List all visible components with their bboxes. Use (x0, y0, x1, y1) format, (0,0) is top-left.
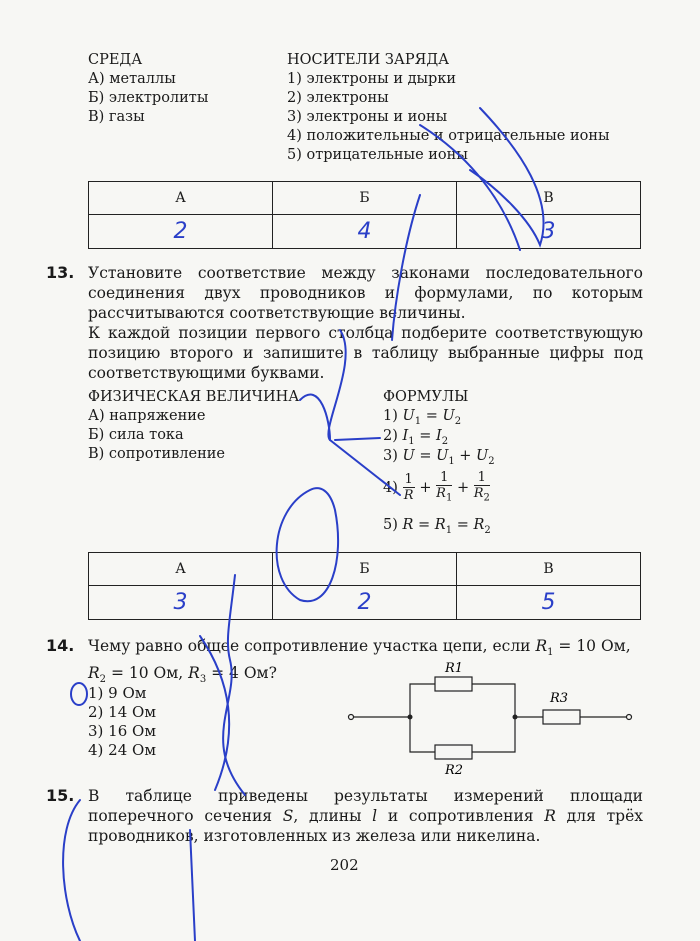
q12-left-header: СРЕДА (88, 52, 143, 68)
q14-text: Чему равно общее сопротивление участка цепи, если $R_1 = 10$ Ом, $R_2 = 10$ Ом, $R_3 = 4$ Ом? (88, 637, 631, 686)
q12-right-header: НОСИТЕЛИ ЗАРЯДА (287, 52, 450, 68)
scribble-stroke (335, 438, 380, 440)
answer-circle-mark (71, 683, 87, 705)
col-header: В (457, 553, 641, 586)
q13-left-item: Б) сила тока (88, 427, 184, 443)
page-number: 202 (330, 856, 359, 874)
answer-option[interactable]: 3) 16 Ом (88, 722, 156, 740)
question-number: 15. (46, 786, 75, 805)
question-number: 13. (46, 263, 75, 282)
col-header: А (89, 182, 273, 215)
col-header: А (89, 553, 273, 586)
q13-instruction: К каждой позиции первого столбца подберите соответствующую позицию второго и запишите в таблицу выбранные цифры под соответствующими буквами. (88, 324, 643, 382)
q12-left-item: А) металлы (88, 71, 176, 87)
formula-3: 3) $U = U_1 + U_2$ (383, 448, 495, 467)
q12-right-item: 5) отрицательные ионы (287, 147, 468, 163)
formula-1: 1) $U_1 = U_2$ (383, 408, 462, 427)
q13-text: Установите соответствие между законами последовательного соединения двух проводников и формулами, по которым рассчитываются соответствующие величины. (88, 264, 643, 322)
q15-text: В таблице приведены результаты измерений площади поперечного сечения S, длины l и сопротивления R для трёх проводников, изготовленных из железа или никелина. (88, 787, 643, 845)
formula-2: 2) $I_1 = I_2$ (383, 428, 449, 447)
formula-4: 4) $\frac{1}{R}$ + $\frac{1}{R_1}$ + $\frac{1}{R_2}$ (383, 470, 490, 504)
col-header: Б (273, 553, 457, 586)
answer-cell[interactable]: 3 (89, 586, 273, 620)
scribble-stroke (190, 830, 195, 941)
q12-right-item: 3) электроны и ионы (287, 109, 448, 125)
q12-left-item: Б) электролиты (88, 90, 209, 106)
r3-label: R3 (550, 691, 569, 706)
q12-left-item: В) газы (88, 109, 145, 125)
answer-cell[interactable]: 2 (273, 586, 457, 620)
q13-answer-table (88, 552, 641, 620)
r1-label: R1 (445, 661, 464, 676)
answer-option[interactable]: 2) 14 Ом (88, 703, 156, 721)
q12-right-item: 2) электроны (287, 90, 389, 106)
q13-right-header: ФОРМУЛЫ (383, 389, 469, 405)
col-header: В (457, 182, 641, 215)
answer-cell[interactable]: 3 (457, 215, 641, 249)
formula-5: 5) $R = R_1 = R_2$ (383, 517, 491, 536)
q13-left-item: В) сопротивление (88, 446, 225, 462)
r2-label: R2 (445, 763, 464, 775)
q12-right-item: 1) электроны и дырки (287, 71, 457, 87)
scribble-stroke (63, 800, 80, 941)
answer-cell[interactable]: 4 (273, 215, 457, 249)
scribble-stroke (300, 395, 330, 440)
q13-left-item: А) напряжение (88, 408, 206, 424)
q12-answer-table (88, 181, 641, 249)
answer-cell[interactable]: 5 (457, 586, 641, 620)
answer-option[interactable]: 1) 9 Ом (88, 684, 147, 702)
q12-right-item: 4) положительные и отрицательные ионы (287, 128, 610, 144)
answer-option[interactable]: 4) 24 Ом (88, 741, 156, 759)
circuit-diagram (345, 660, 635, 775)
q13-left-header: ФИЗИЧЕСКАЯ ВЕЛИЧИНА (88, 389, 300, 405)
col-header: Б (273, 182, 457, 215)
answer-cell[interactable]: 2 (89, 215, 273, 249)
question-number: 14. (46, 636, 75, 655)
